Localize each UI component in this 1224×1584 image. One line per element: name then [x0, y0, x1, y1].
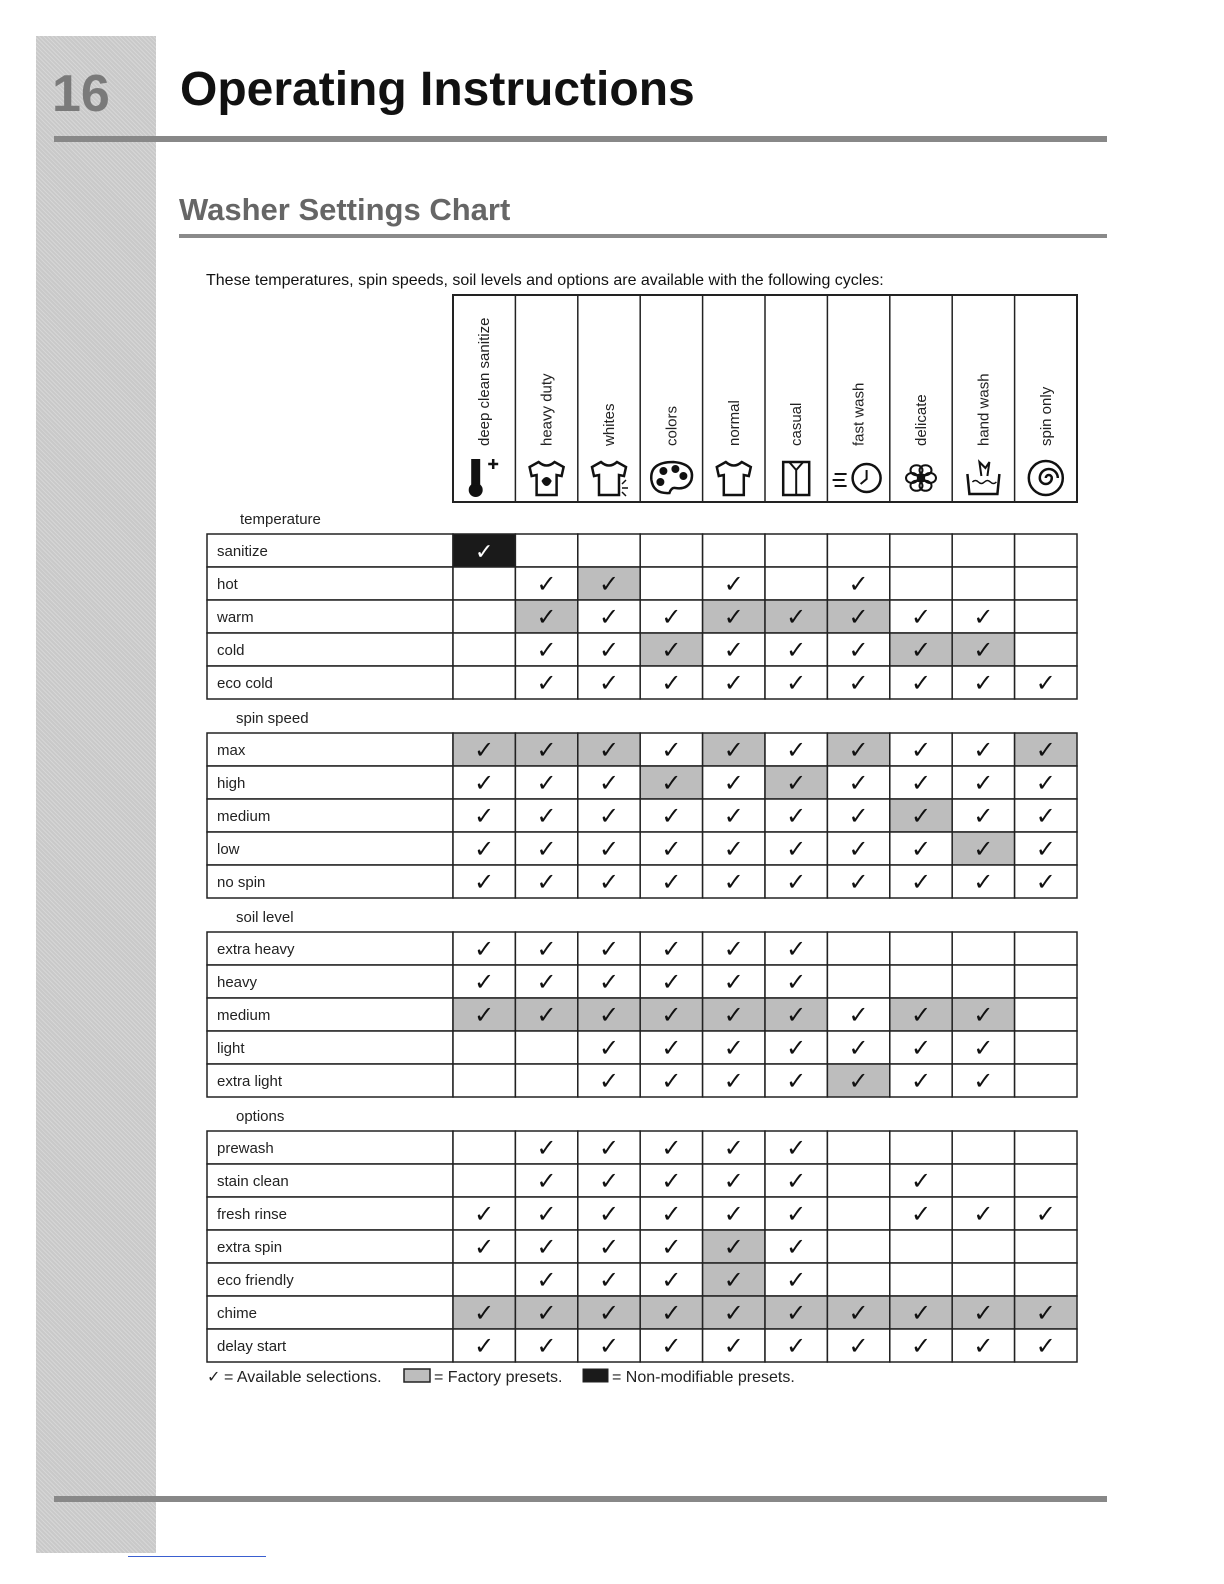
available-check-icon: ✓	[598, 836, 620, 863]
preset-check-icon: ✓	[973, 1300, 994, 1327]
available-check-icon: ✓	[536, 969, 557, 996]
row-label: chime	[217, 1305, 258, 1322]
nonmodifiable-preset-swatch	[583, 1369, 608, 1382]
available-check-icon: ✓	[1035, 670, 1056, 697]
available-check-icon: ✓	[598, 637, 620, 664]
row-label: warm	[217, 609, 254, 626]
cycle-label: colors	[663, 405, 681, 446]
table-cell	[1015, 1263, 1077, 1296]
available-check-icon: ✓	[661, 737, 682, 764]
cycle-label: spin only	[1037, 386, 1055, 446]
available-check-icon: ✓	[598, 803, 620, 830]
table-cell	[890, 965, 952, 998]
preset-check-icon: ✓	[723, 1300, 744, 1327]
table-cell	[1015, 998, 1077, 1031]
table-cell	[890, 932, 952, 965]
available-check-icon: ✓	[723, 836, 744, 863]
legend-nonmodifiable: = Non-modifiable presets.	[612, 1369, 795, 1386]
available-check-icon: ✓	[786, 969, 807, 996]
row-label: extra light	[217, 1073, 283, 1090]
available-check-icon: ✓	[598, 1201, 620, 1228]
available-check-icon: ✓	[973, 1333, 994, 1360]
section-title: Washer Settings Chart	[179, 192, 511, 227]
table-cell	[1015, 1164, 1077, 1197]
available-check-icon: ✓	[723, 1135, 744, 1162]
table-cell	[453, 1131, 515, 1164]
table-cell	[765, 567, 827, 600]
available-check-icon: ✓	[723, 637, 744, 664]
available-check-icon: ✓	[848, 571, 869, 598]
available-check-icon: ✓	[536, 770, 557, 797]
preset-check-icon: ✓	[910, 637, 932, 664]
available-check-icon: ✓	[786, 1135, 807, 1162]
row-label: low	[217, 841, 240, 858]
available-check-icon: ✓	[598, 1234, 620, 1261]
available-check-icon: ✓	[723, 571, 744, 598]
table-cell	[952, 965, 1014, 998]
available-check-icon: ✓	[848, 637, 869, 664]
available-check-icon: ✓	[848, 836, 869, 863]
footer-link-underline	[128, 1556, 266, 1557]
nonmodifiable-check-icon: ✓	[474, 539, 494, 564]
available-check-icon: ✓	[1035, 803, 1056, 830]
table-cell	[640, 567, 702, 600]
cycle-label: deep clean sanitize	[476, 317, 494, 446]
available-check-icon: ✓	[598, 1035, 620, 1062]
table-cell	[952, 567, 1014, 600]
available-check-icon: ✓	[536, 1135, 557, 1162]
bottom-divider	[54, 1496, 1107, 1502]
preset-check-icon: ✓	[661, 770, 682, 797]
available-check-icon: ✓	[598, 770, 620, 797]
preset-check-icon: ✓	[973, 836, 994, 863]
row-label: high	[217, 775, 246, 792]
available-check-icon: ✓	[474, 1333, 495, 1360]
row-label: light	[217, 1040, 245, 1057]
preset-check-icon: ✓	[598, 1300, 620, 1327]
row-label: sanitize	[217, 543, 268, 560]
row-label-cell	[207, 832, 453, 865]
available-check-icon: ✓	[661, 1267, 682, 1294]
legend-factory: = Factory presets.	[434, 1369, 563, 1386]
row-label: fresh rinse	[217, 1206, 288, 1223]
preset-check-icon: ✓	[973, 1002, 994, 1029]
group-label: soil level	[236, 909, 294, 926]
available-check-icon: ✓	[786, 869, 807, 896]
available-check-icon: ✓	[786, 1168, 807, 1195]
available-check-icon: ✓	[474, 836, 495, 863]
page-number: 16	[52, 65, 110, 123]
preset-check-icon: ✓	[723, 1234, 744, 1261]
preset-check-icon: ✓	[848, 1068, 869, 1095]
table-cell	[1015, 567, 1077, 600]
available-check-icon: ✓	[910, 836, 932, 863]
available-check-icon: ✓	[973, 670, 994, 697]
table-cell	[1015, 534, 1077, 567]
table-cell	[827, 965, 889, 998]
available-check-icon: ✓	[723, 1035, 744, 1062]
table-cell	[453, 1263, 515, 1296]
preset-check-icon: ✓	[536, 1002, 557, 1029]
table-cell	[952, 932, 1014, 965]
page-title: Operating Instructions	[180, 63, 695, 116]
available-check-icon: ✓	[598, 1135, 620, 1162]
available-check-icon: ✓	[723, 770, 744, 797]
available-check-icon: ✓	[786, 1201, 807, 1228]
available-check-icon: ✓	[910, 737, 932, 764]
group-label: temperature	[240, 511, 321, 528]
available-check-icon: ✓	[598, 936, 620, 963]
available-check-icon: ✓	[661, 1234, 682, 1261]
row-label: eco cold	[217, 675, 273, 692]
table-cell	[952, 534, 1014, 567]
available-check-icon: ✓	[661, 670, 682, 697]
available-check-icon: ✓	[661, 1068, 682, 1095]
available-check-icon: ✓	[1035, 1333, 1056, 1360]
available-check-icon: ✓	[786, 637, 807, 664]
available-check-icon: ✓	[786, 737, 807, 764]
available-check-icon: ✓	[973, 1068, 994, 1095]
table-cell	[453, 633, 515, 666]
preset-check-icon: ✓	[910, 1300, 932, 1327]
preset-check-icon: ✓	[973, 637, 994, 664]
available-check-icon: ✓	[474, 936, 495, 963]
factory-preset-swatch	[404, 1369, 430, 1382]
table-cell	[890, 1230, 952, 1263]
table-cell	[765, 534, 827, 567]
table-cell	[578, 534, 640, 567]
available-check-icon: ✓	[786, 1267, 807, 1294]
row-label: hot	[217, 576, 238, 593]
table-cell	[827, 1263, 889, 1296]
available-check-icon: ✓	[723, 1168, 744, 1195]
available-check-icon: ✓	[910, 1333, 932, 1360]
table-cell	[453, 1164, 515, 1197]
preset-check-icon: ✓	[723, 604, 744, 631]
available-check-icon: ✓	[910, 869, 932, 896]
preset-check-icon: ✓	[1035, 1300, 1056, 1327]
preset-check-icon: ✓	[723, 1267, 744, 1294]
available-check-icon: ✓	[786, 1035, 807, 1062]
available-check-icon: ✓	[598, 969, 620, 996]
available-check-icon: ✓	[536, 1333, 557, 1360]
available-check-icon: ✓	[910, 604, 932, 631]
available-check-icon: ✓	[598, 1333, 620, 1360]
table-cell	[1015, 965, 1077, 998]
available-check-icon: ✓	[723, 869, 744, 896]
available-check-icon: ✓	[536, 936, 557, 963]
table-cell	[1015, 1064, 1077, 1097]
available-check-icon: ✓	[848, 1002, 869, 1029]
available-check-icon: ✓	[598, 670, 620, 697]
available-check-icon: ✓	[661, 836, 682, 863]
available-check-icon: ✓	[536, 1168, 557, 1195]
preset-check-icon: ✓	[474, 737, 495, 764]
preset-check-icon: ✓	[848, 737, 869, 764]
row-label: delay start	[217, 1338, 287, 1355]
preset-check-icon: ✓	[536, 604, 557, 631]
table-cell	[1015, 1131, 1077, 1164]
available-check-icon: ✓	[786, 1068, 807, 1095]
available-check-icon: ✓	[1035, 836, 1056, 863]
cycle-label: casual	[788, 402, 806, 446]
preset-check-icon: ✓	[910, 1002, 932, 1029]
table-cell	[1015, 932, 1077, 965]
row-label: no spin	[217, 874, 266, 891]
available-check-icon: ✓	[973, 770, 994, 797]
table-cell	[952, 1164, 1014, 1197]
available-check-icon: ✓	[723, 969, 744, 996]
table-cell	[453, 567, 515, 600]
available-check-icon: ✓	[661, 1168, 682, 1195]
row-label: extra spin	[217, 1239, 283, 1256]
cycle-label: normal	[725, 400, 743, 446]
available-check-icon: ✓	[910, 1035, 932, 1062]
table-cell	[1015, 1031, 1077, 1064]
available-check-icon: ✓	[786, 670, 807, 697]
table-cell	[1015, 600, 1077, 633]
table-cell	[890, 1263, 952, 1296]
preset-check-icon: ✓	[910, 803, 932, 830]
available-check-icon: ✓	[973, 1201, 994, 1228]
available-check-icon: ✓	[910, 1201, 932, 1228]
available-check-icon: ✓	[1035, 869, 1056, 896]
available-check-icon: ✓	[536, 571, 557, 598]
available-check-icon: ✓	[723, 1333, 744, 1360]
row-label: eco friendly	[217, 1272, 294, 1289]
available-check-icon: ✓	[1035, 770, 1056, 797]
available-check-icon: ✓	[661, 803, 682, 830]
available-check-icon: ✓	[474, 969, 495, 996]
preset-check-icon: ✓	[786, 1300, 807, 1327]
available-check-icon: ✓	[848, 1035, 869, 1062]
available-check-icon: ✓	[786, 803, 807, 830]
available-check-icon: ✓	[474, 1201, 495, 1228]
row-label: cold	[217, 642, 245, 659]
table-cell	[1015, 1230, 1077, 1263]
table-cell	[453, 600, 515, 633]
available-check-icon: ✓	[973, 1035, 994, 1062]
available-check-icon: ✓	[598, 1267, 620, 1294]
available-check-icon: ✓	[910, 1168, 932, 1195]
available-check-icon: ✓	[786, 1333, 807, 1360]
preset-check-icon: ✓	[474, 1300, 495, 1327]
table-cell	[1015, 633, 1077, 666]
available-check-icon: ✓	[848, 869, 869, 896]
intro-text: These temperatures, spin speeds, soil levels and options are available with the following cycles:	[206, 272, 884, 289]
available-check-icon: ✓	[598, 604, 620, 631]
available-check-icon: ✓	[661, 1333, 682, 1360]
table-cell	[453, 1031, 515, 1064]
preset-check-icon: ✓	[598, 1002, 620, 1029]
cycle-label: fast wash	[850, 382, 868, 446]
preset-check-icon: ✓	[661, 637, 682, 664]
available-check-icon: ✓	[973, 737, 994, 764]
preset-check-icon: ✓	[786, 1002, 807, 1029]
available-check-icon: ✓	[661, 936, 682, 963]
table-cell	[453, 1064, 515, 1097]
preset-check-icon: ✓	[598, 571, 620, 598]
available-check-icon: ✓	[848, 770, 869, 797]
preset-check-icon: ✓	[786, 604, 807, 631]
cycle-label: hand wash	[975, 373, 993, 446]
available-check-icon: ✓	[786, 1234, 807, 1261]
available-check-icon: ✓	[910, 1068, 932, 1095]
table-cell	[515, 1031, 577, 1064]
table-cell	[890, 1131, 952, 1164]
row-label: heavy	[217, 974, 258, 991]
available-check-icon: ✓	[536, 637, 557, 664]
available-check-icon: ✓	[661, 604, 682, 631]
available-check-icon: ✓	[973, 604, 994, 631]
preset-check-icon: ✓	[661, 1002, 682, 1029]
preset-check-icon: ✓	[1035, 737, 1056, 764]
row-label: extra heavy	[217, 941, 295, 958]
preset-check-icon: ✓	[786, 770, 807, 797]
available-check-icon: ✓	[536, 869, 557, 896]
table-cell	[952, 1131, 1014, 1164]
available-check-icon: ✓	[786, 936, 807, 963]
available-check-icon: ✓	[598, 1168, 620, 1195]
row-label-cell	[207, 567, 453, 600]
table-cell	[827, 932, 889, 965]
available-check-icon: ✓	[536, 1234, 557, 1261]
cycle-label: whites	[601, 403, 618, 446]
available-check-icon: ✓	[536, 1201, 557, 1228]
available-check-icon: ✓	[848, 1333, 869, 1360]
legend-available: = Available selections.	[224, 1369, 382, 1386]
row-label: max	[217, 742, 246, 759]
row-label: medium	[217, 1007, 271, 1024]
row-label: prewash	[217, 1140, 274, 1157]
table-cell	[515, 1064, 577, 1097]
preset-check-icon: ✓	[536, 1300, 557, 1327]
available-check-icon: ✓	[474, 1234, 495, 1261]
available-check-icon: ✓	[661, 1135, 682, 1162]
table-cell	[827, 1164, 889, 1197]
table-cell	[827, 1197, 889, 1230]
preset-check-icon: ✓	[723, 737, 744, 764]
available-check-icon: ✓	[474, 869, 495, 896]
table-cell	[952, 1230, 1014, 1263]
available-check-icon: ✓	[723, 1201, 744, 1228]
available-check-icon: ✓	[848, 803, 869, 830]
available-check-icon: ✓	[474, 803, 495, 830]
available-check-icon: ✓	[910, 670, 932, 697]
table-cell	[827, 1131, 889, 1164]
preset-check-icon: ✓	[848, 1300, 869, 1327]
table-cell	[703, 534, 765, 567]
table-cell	[453, 666, 515, 699]
available-check-icon: ✓	[1035, 1201, 1056, 1228]
available-check-icon: ✓	[536, 1267, 557, 1294]
available-check-icon: ✓	[661, 1201, 682, 1228]
available-check-icon: ✓	[474, 770, 495, 797]
available-check-icon: ✓	[661, 1035, 682, 1062]
preset-check-icon: ✓	[474, 1002, 495, 1029]
table-cell	[827, 1230, 889, 1263]
available-check-icon: ✓	[661, 969, 682, 996]
check-legend-icon: ✓	[207, 1369, 221, 1386]
group-label: options	[236, 1108, 285, 1125]
table-cell	[890, 534, 952, 567]
cycle-label: heavy duty	[538, 373, 556, 446]
table-cell	[827, 534, 889, 567]
preset-check-icon: ✓	[848, 604, 869, 631]
available-check-icon: ✓	[536, 836, 557, 863]
row-label: stain clean	[217, 1173, 289, 1190]
available-check-icon: ✓	[598, 1068, 620, 1095]
table-cell	[640, 534, 702, 567]
available-check-icon: ✓	[723, 936, 744, 963]
table-cell	[952, 1263, 1014, 1296]
available-check-icon: ✓	[910, 770, 932, 797]
preset-check-icon: ✓	[723, 1002, 744, 1029]
table-cell	[890, 567, 952, 600]
preset-check-icon: ✓	[598, 737, 620, 764]
group-label: spin speed	[236, 710, 309, 727]
available-check-icon: ✓	[973, 869, 994, 896]
available-check-icon: ✓	[848, 670, 869, 697]
preset-check-icon: ✓	[661, 1300, 682, 1327]
table-cell	[515, 534, 577, 567]
available-check-icon: ✓	[973, 803, 994, 830]
available-check-icon: ✓	[723, 803, 744, 830]
available-check-icon: ✓	[723, 670, 744, 697]
available-check-icon: ✓	[786, 836, 807, 863]
available-check-icon: ✓	[661, 869, 682, 896]
available-check-icon: ✓	[598, 869, 620, 896]
row-label: medium	[217, 808, 271, 825]
available-check-icon: ✓	[536, 803, 557, 830]
cycle-label: delicate	[913, 394, 930, 446]
available-check-icon: ✓	[536, 670, 557, 697]
available-check-icon: ✓	[723, 1068, 744, 1095]
preset-check-icon: ✓	[536, 737, 557, 764]
